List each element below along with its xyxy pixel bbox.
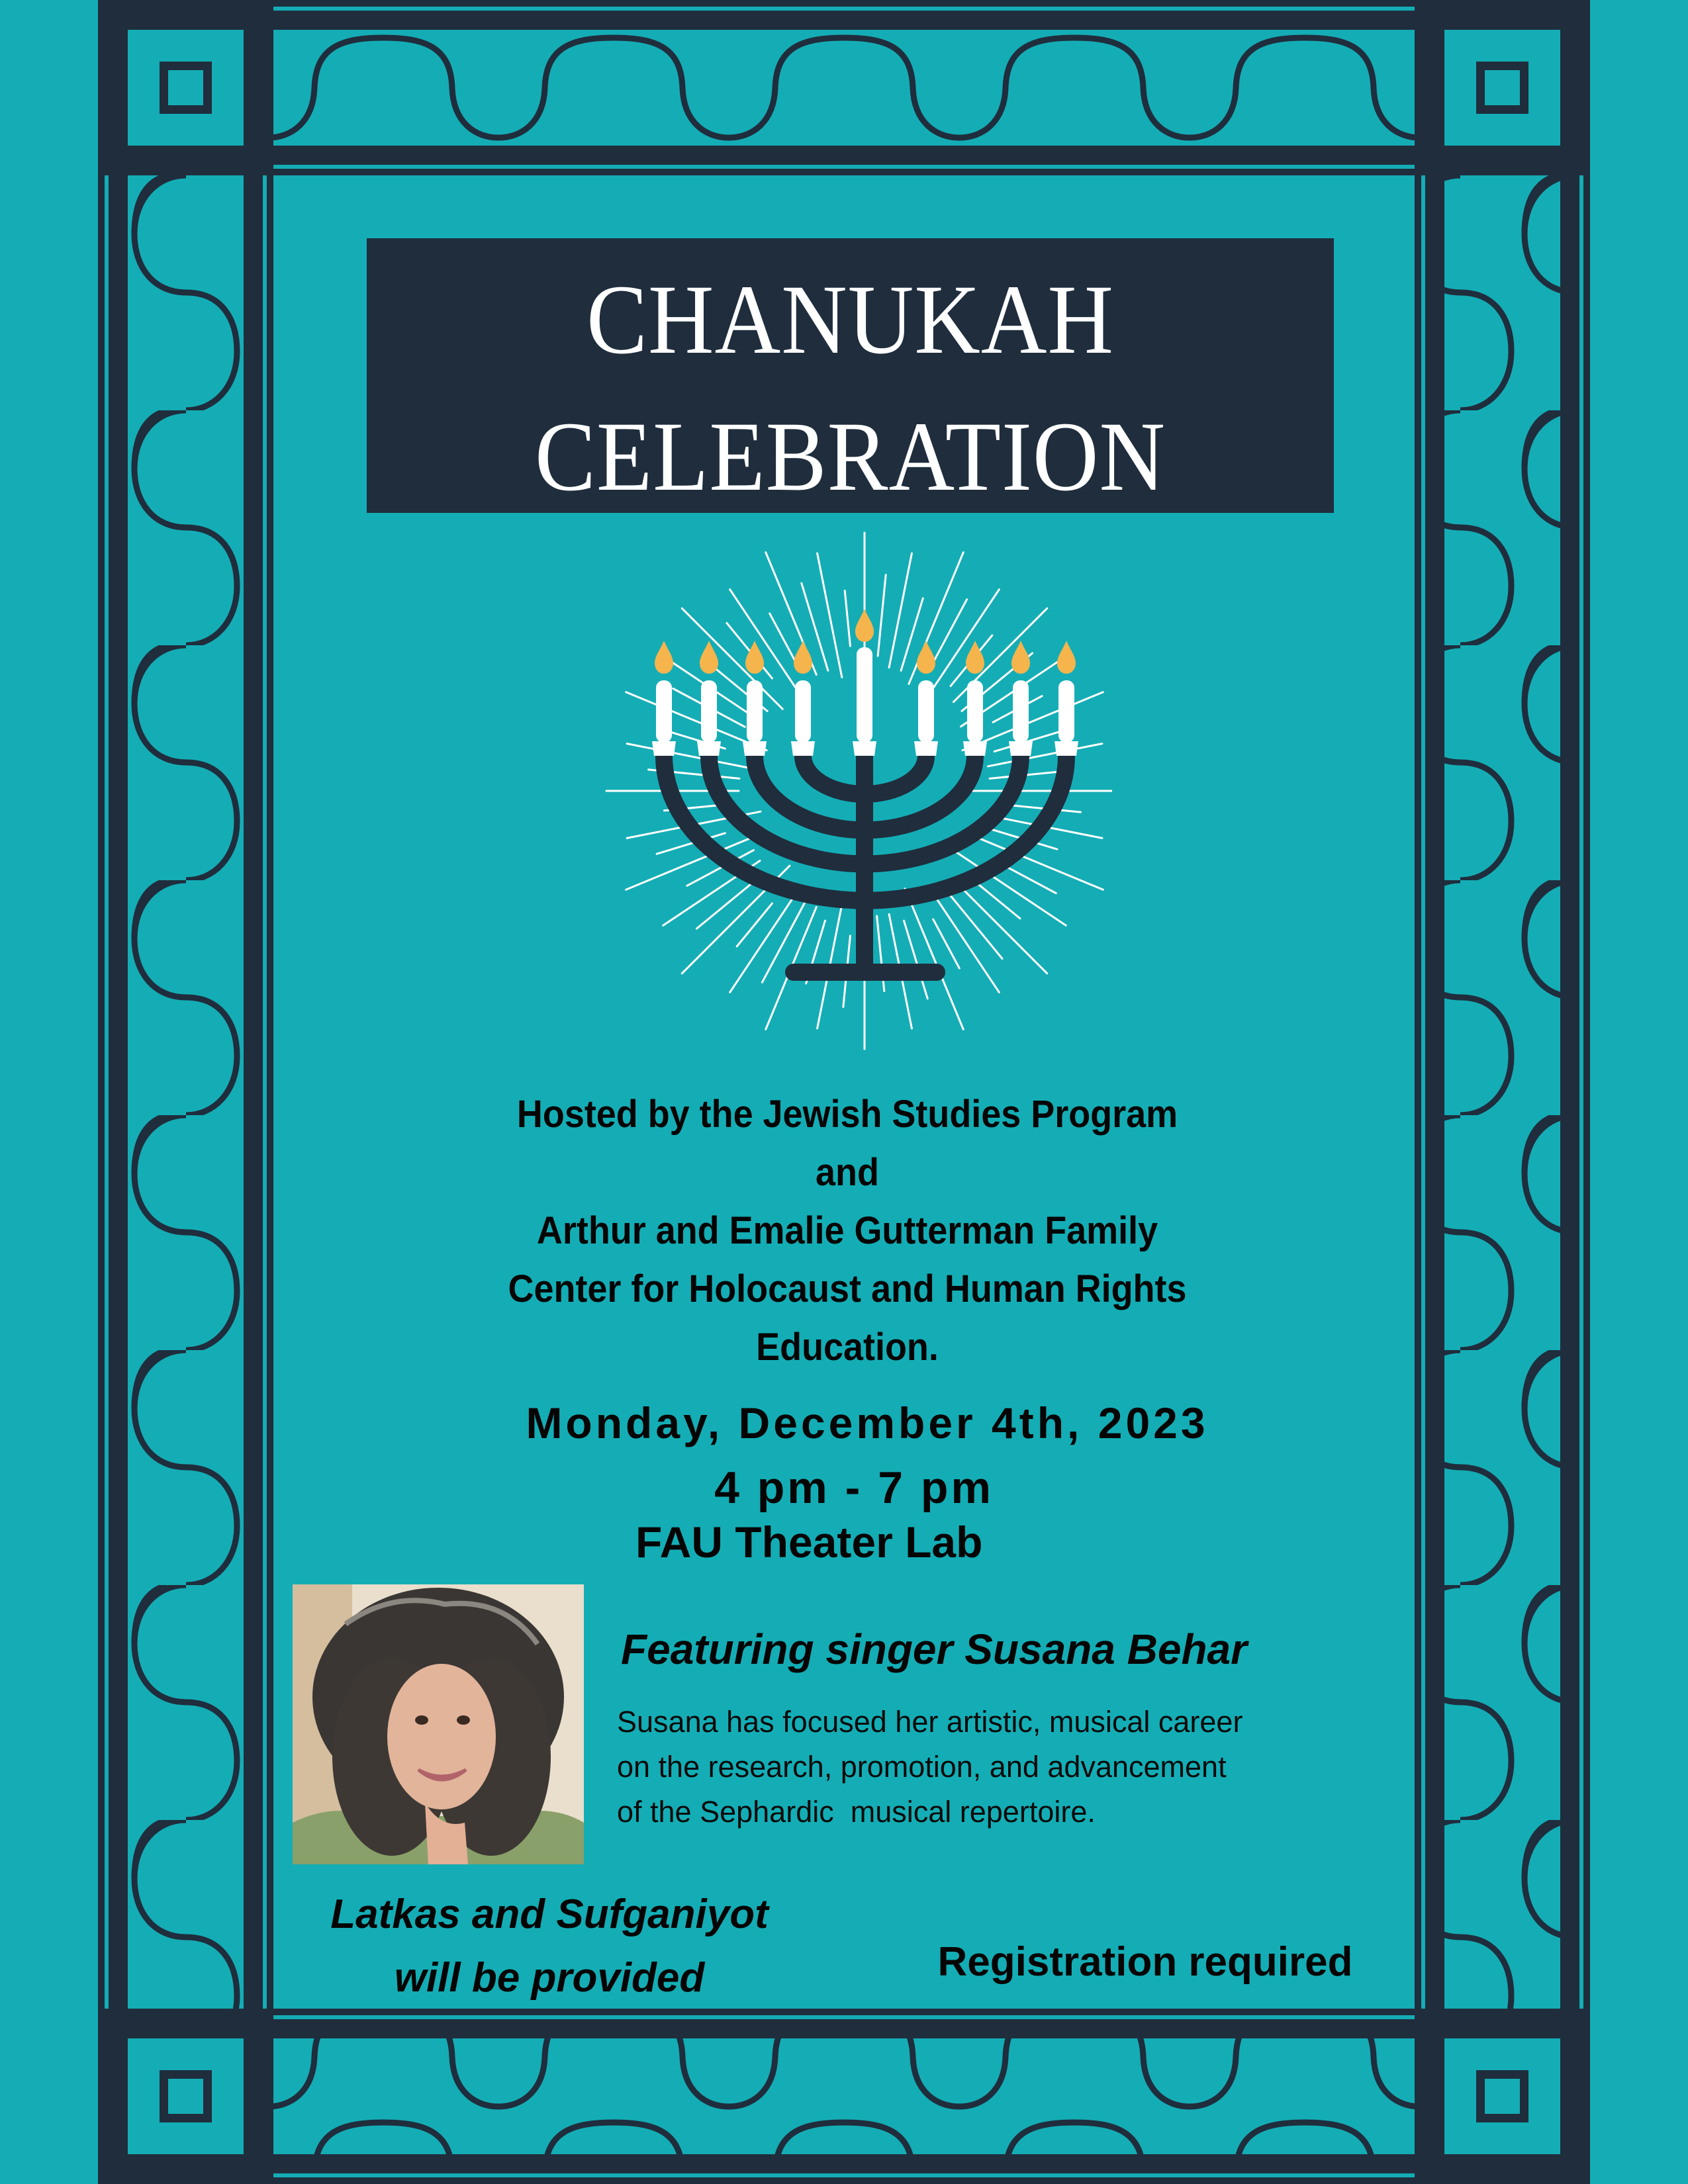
featured-heading: Featuring singer Susana Behar [621,1625,1248,1673]
corner-square-icon [1444,2038,1560,2154]
menorah-icon [583,529,1112,1059]
event-time: 4 pm - 7 pm [714,1463,994,1513]
event-date: Monday, December 4th, 2023 [526,1398,1209,1447]
corner-square-icon [128,2038,244,2154]
performer-photo [293,1584,584,1864]
flame-icon [1057,641,1076,674]
title-line-1: CHANUKAH [586,265,1115,375]
host-organizations [371,1085,1324,1377]
corner-square-icon [128,30,244,146]
registration-note: Registration required [937,1939,1353,1985]
flame-icon [794,641,812,674]
performer-bio [617,1700,1398,1835]
flame-icon [966,641,984,674]
flame-icon [655,641,673,674]
bio-line: of the Sephardic musical repertoire. [617,1795,1096,1829]
flame-icon [917,641,935,674]
portrait-icon [293,1584,584,1864]
flame-icon [745,641,764,674]
flame-icon [855,609,874,642]
food-line: Latkas and Sufganiyot [330,1891,769,1937]
corner-square-icon [1444,30,1560,146]
event-venue: FAU Theater Lab [635,1518,983,1567]
host-line: Education. [756,1326,939,1369]
title-banner [367,238,1334,513]
food-note [278,1883,821,2010]
host-line: Hosted by the Jewish Studies Program [516,1093,1178,1136]
host-line: Center for Holocaust and Human Rights [508,1267,1187,1310]
host-line: Arthur and Emalie Gutterman Family [536,1209,1158,1252]
food-line: will be provided [394,1955,705,2001]
flame-icon [1011,641,1030,674]
flame-icon [700,641,718,674]
bio-line: on the research, promotion, and advancement [617,1750,1227,1784]
bio-line: Susana has focused her artistic, musical career [617,1705,1243,1739]
title-line-2: CELEBRATION [534,402,1166,512]
host-line: and [816,1151,879,1194]
